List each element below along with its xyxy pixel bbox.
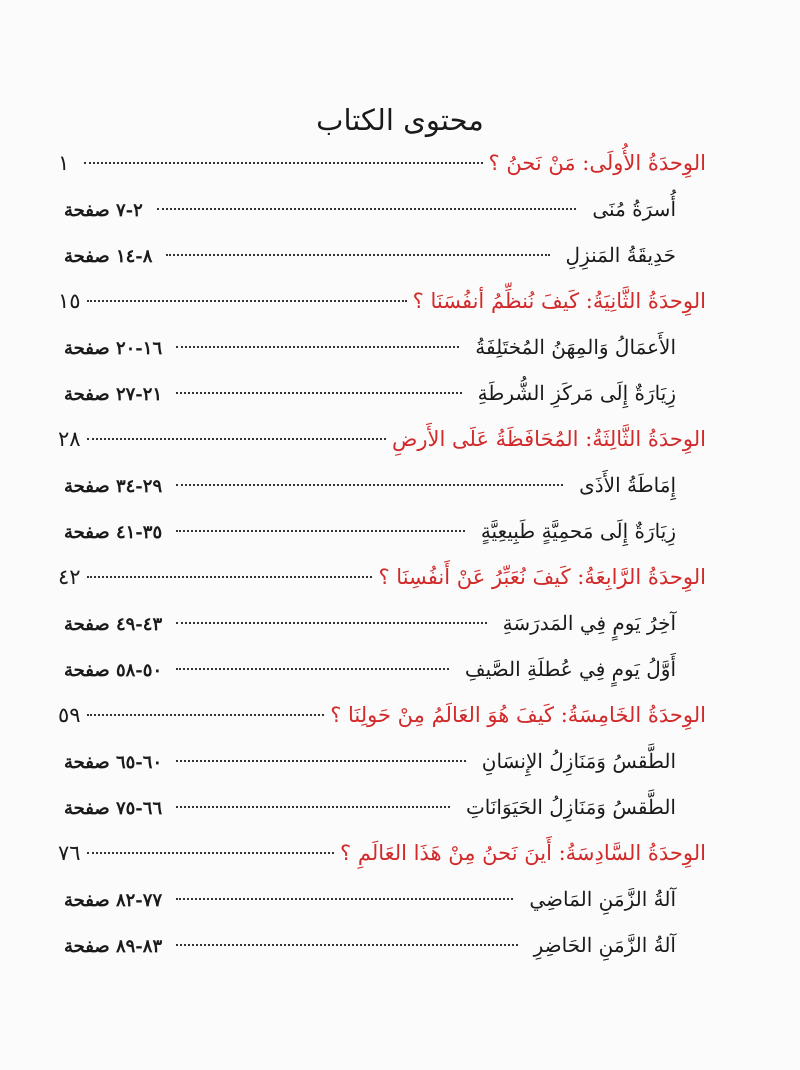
lesson-title: زِيَارَةٌ إِلَى مَحمِيَّةٍ طَبِيعِيَّةٍ [480, 519, 676, 543]
toc-lesson-row [58, 876, 706, 922]
toc-lesson-row [58, 600, 706, 646]
dot-leader [176, 346, 459, 348]
lesson-title: الطَّقسُ وَمَنَازِلُ الإِنسَانِ [481, 749, 676, 773]
lesson-title: إِمَاطَةُ الأَذَى [579, 473, 676, 497]
page-number: ٥٩ [58, 703, 81, 727]
page-reference [58, 510, 162, 556]
page-word: صفحة [64, 798, 110, 819]
page-range: ٥٠-٥٨ [115, 660, 163, 681]
dot-leader [87, 438, 386, 440]
unit-title: الوِحدَةُ الخَامِسَةُ: كَيفَ هُوَ العَالَمُ مِنْ حَولِنَا ؟ [330, 703, 706, 727]
page-word: صفحة [64, 614, 110, 635]
lesson-title: حَدِيقَةُ المَنزِلِ [565, 243, 676, 267]
dot-leader [87, 714, 325, 716]
page-word: صفحة [64, 476, 110, 497]
dot-leader [176, 898, 513, 900]
page-reference [58, 140, 78, 186]
page-word: صفحة [64, 200, 110, 221]
page-reference [58, 692, 81, 738]
dot-leader [176, 392, 462, 394]
dot-leader [166, 254, 549, 256]
page-number: ٧٦ [58, 841, 81, 865]
page-word: صفحة [64, 890, 110, 911]
page-word: صفحة [64, 522, 110, 543]
toc-lesson-row [58, 324, 706, 370]
page-reference [58, 878, 162, 924]
page-word: صفحة [64, 752, 110, 773]
toc-lesson-row [58, 232, 706, 278]
page-range: ٢١-٢٧ [115, 384, 163, 405]
page-reference [58, 278, 81, 324]
toc-unit-row [58, 692, 706, 738]
toc-unit-row [58, 830, 706, 876]
toc-lesson-row [58, 508, 706, 554]
lesson-title: أَوَّلُ يَومٍ فِي عُطلَةِ الصَّيفِ [464, 657, 676, 681]
toc-lesson-row [58, 462, 706, 508]
toc-lesson-row [58, 922, 706, 968]
lesson-title: أُسرَةُ مُنَى [592, 197, 676, 221]
page-reference [58, 648, 162, 694]
page-range: ١٦-٢٠ [115, 338, 163, 359]
page-reference [58, 464, 162, 510]
page-word: صفحة [64, 384, 110, 405]
page-reference [58, 924, 162, 970]
dot-leader [176, 622, 486, 624]
dot-leader [176, 530, 465, 532]
table-of-contents [58, 140, 706, 968]
lesson-title: آلةُ الزَّمَنِ الحَاضِرِ [533, 933, 676, 957]
toc-unit-row [58, 140, 706, 186]
dot-leader [84, 162, 483, 164]
lesson-title: زِيَارَةٌ إِلَى مَركَزِ الشُّرطَةِ [477, 381, 676, 405]
page-reference [58, 554, 81, 600]
page-word: صفحة [64, 246, 110, 267]
lesson-title: آلةُ الزَّمَنِ المَاضِي [529, 887, 676, 911]
toc-unit-row [58, 278, 706, 324]
toc-lesson-row [58, 646, 706, 692]
page-range: ٣٥-٤١ [115, 522, 163, 543]
page-reference [58, 372, 162, 418]
page-reference [58, 740, 162, 786]
unit-title: الوِحدَةُ السَّادِسَةُ: أَينَ نَحنُ مِنْ هَذَا العَالَمِ ؟ [340, 841, 706, 865]
toc-lesson-row [58, 186, 706, 232]
toc-unit-row [58, 416, 706, 462]
page-number: ١٥ [58, 289, 81, 313]
dot-leader [157, 208, 577, 210]
page-reference [58, 786, 162, 832]
unit-title: الوِحدَةُ الأُولَى: مَنْ نَحنُ ؟ [488, 151, 706, 175]
lesson-title: آخِرُ يَومٍ فِي المَدرَسَةِ [502, 611, 676, 635]
dot-leader [176, 484, 563, 486]
dot-leader [87, 300, 407, 302]
page-number: ٤٢ [58, 565, 81, 589]
page-range: ٢-٧ [115, 200, 143, 221]
page-range: ٢٩-٣٤ [115, 476, 163, 497]
unit-title: الوِحدَةُ الثَّانِيَةُ: كَيفَ نُنظِّمُ أنفُسَنَا ؟ [412, 289, 706, 313]
page-number: ١ [58, 151, 70, 175]
toc-lesson-row [58, 370, 706, 416]
page-word: صفحة [64, 936, 110, 957]
dot-leader [176, 760, 466, 762]
page-title: محتوى الكتاب [316, 103, 484, 137]
lesson-title: الطَّقسُ وَمَنَازِلُ الحَيَوَانَاتِ [465, 795, 676, 819]
toc-unit-row [58, 554, 706, 600]
page-reference [58, 830, 81, 876]
unit-title: الوِحدَةُ الثَّالِثَةُ: المُحَافَظَةُ عَلَى الأَرضِ [391, 427, 706, 451]
page-range: ٨٣-٨٩ [115, 936, 163, 957]
page-reference [58, 234, 152, 280]
page-reference [58, 602, 162, 648]
dot-leader [176, 806, 450, 808]
dot-leader [87, 852, 334, 854]
dot-leader [176, 668, 449, 670]
page-range: ٧٧-٨٢ [115, 890, 163, 911]
unit-title: الوِحدَةُ الرَّابِعَةُ: كَيفَ نُعَبِّرُ عَنْ أَنفُسِنَا ؟ [378, 565, 706, 589]
dot-leader [87, 576, 373, 578]
toc-lesson-row [58, 738, 706, 784]
toc-lesson-row [58, 784, 706, 830]
page-range: ٤٣-٤٩ [115, 614, 163, 635]
page-reference [58, 416, 81, 462]
page-word: صفحة [64, 338, 110, 359]
dot-leader [176, 944, 517, 946]
page-reference [58, 188, 143, 234]
page-reference [58, 326, 162, 372]
page-range: ٦٠-٦٥ [115, 752, 163, 773]
page-range: ٨-١٤ [115, 246, 153, 267]
page-word: صفحة [64, 660, 110, 681]
lesson-title: الأَعمَالُ وَالمِهَنُ المُختَلِفَةُ [475, 335, 676, 359]
page-number: ٢٨ [58, 427, 81, 451]
page-range: ٦٦-٧٥ [115, 798, 163, 819]
